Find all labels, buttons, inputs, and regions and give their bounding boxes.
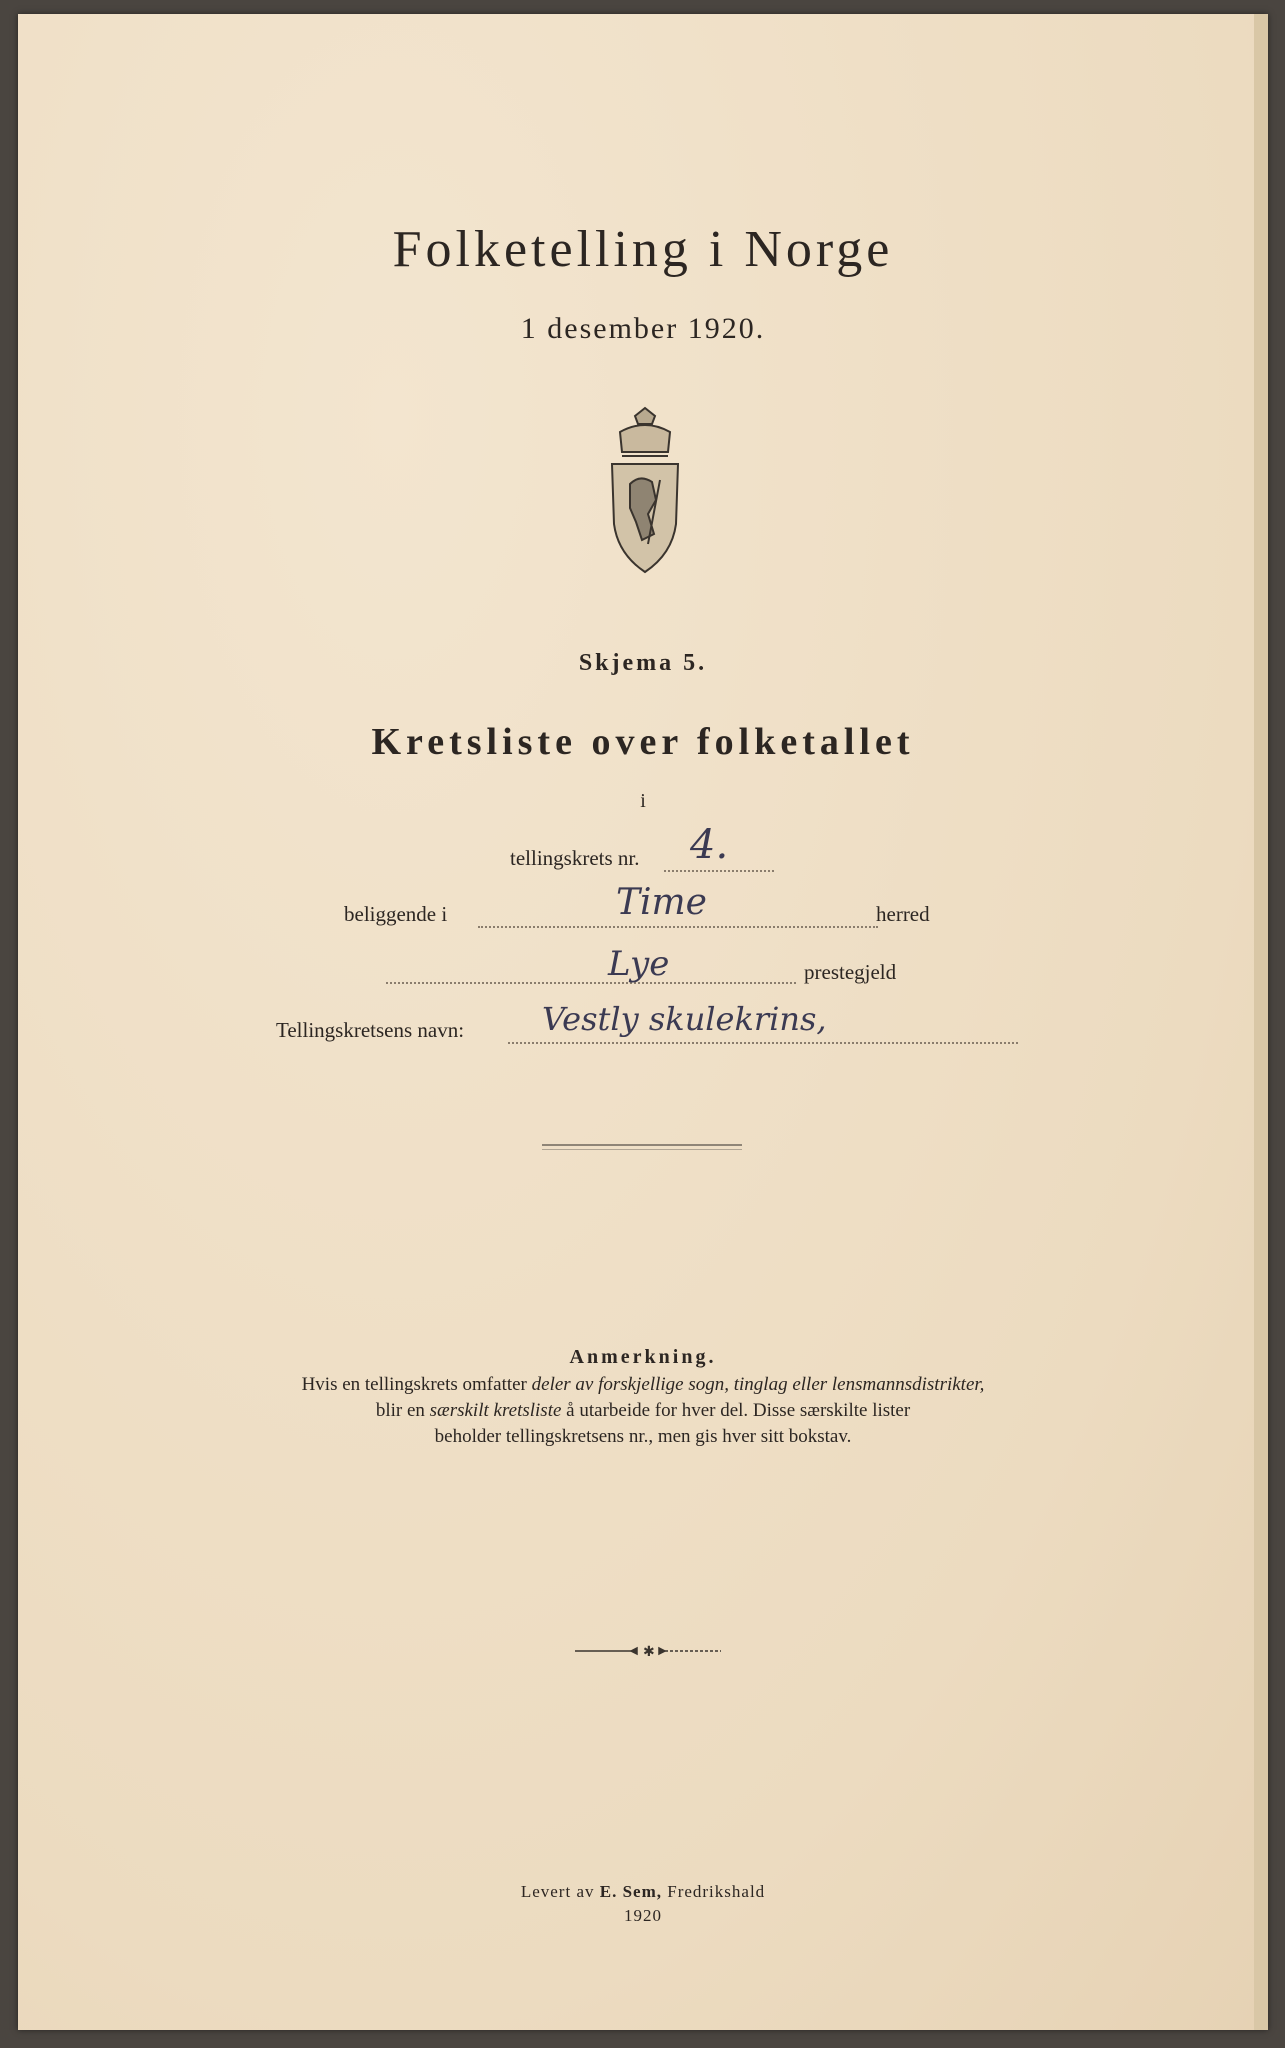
krets-number-value[interactable]: 4. <box>690 822 729 868</box>
norwegian-coat-of-arms-icon <box>590 404 700 584</box>
note-line-2 <box>18 1400 1268 1422</box>
note-line-1-text: Hvis en tellingskrets omfatter <box>301 1374 532 1395</box>
herred-prefix-label: beliggende i <box>344 902 448 926</box>
printer-credit <box>18 1882 1268 1902</box>
herred-value[interactable]: Time <box>616 882 707 923</box>
note-line-1 <box>18 1374 1268 1396</box>
prestegjeld-suffix-label: prestegjeld <box>804 960 897 984</box>
note-line-3: beholder tellingskretsens nr., men gis hver sitt bokstav. <box>434 1426 852 1447</box>
printer-prefix: Levert av <box>520 1882 600 1901</box>
note-title: Anmerkning. <box>569 1346 717 1368</box>
note-line-2-emphasis: særskilt kretsliste <box>429 1400 562 1421</box>
form-heading: Kretsliste over folketallet <box>371 721 915 763</box>
krets-number-line <box>664 870 774 872</box>
note-line-1-emphasis: deler av forskjellige sogn, tinglag eller lensmannsdistrikter, <box>531 1374 985 1395</box>
krets-name-label: Tellingskretsens navn: <box>276 1018 465 1042</box>
printer-year: 1920 <box>624 1906 662 1925</box>
section-divider <box>542 1144 742 1146</box>
herred-suffix-label: herred <box>876 902 930 926</box>
herred-line <box>478 926 878 928</box>
section-divider-thin <box>542 1149 742 1150</box>
prestegjeld-value[interactable]: Lye <box>608 944 670 984</box>
connector-word: i <box>640 790 646 812</box>
printer-city: Fredrikshald <box>661 1882 766 1901</box>
census-date: 1 desember 1920. <box>520 312 766 345</box>
star-divider-icon <box>573 1644 723 1658</box>
form-number: Skjema 5. <box>578 650 708 676</box>
census-form-page <box>18 14 1268 2030</box>
document-title: Folketelling i Norge <box>392 221 894 278</box>
krets-number-label: tellingskrets nr. <box>510 846 640 870</box>
krets-name-line <box>508 1042 1018 1044</box>
krets-name-value[interactable]: Vestly skulekrins, <box>542 1000 827 1038</box>
printer-name: E. Sem, <box>599 1882 662 1901</box>
svg-text:✱: ✱ <box>643 1644 655 1658</box>
note-line-2-text-a: blir en <box>375 1400 430 1421</box>
note-line-2-text-b: å utarbeide for hver del. Disse særskilte lister <box>561 1400 911 1421</box>
prestegjeld-line <box>386 982 796 984</box>
